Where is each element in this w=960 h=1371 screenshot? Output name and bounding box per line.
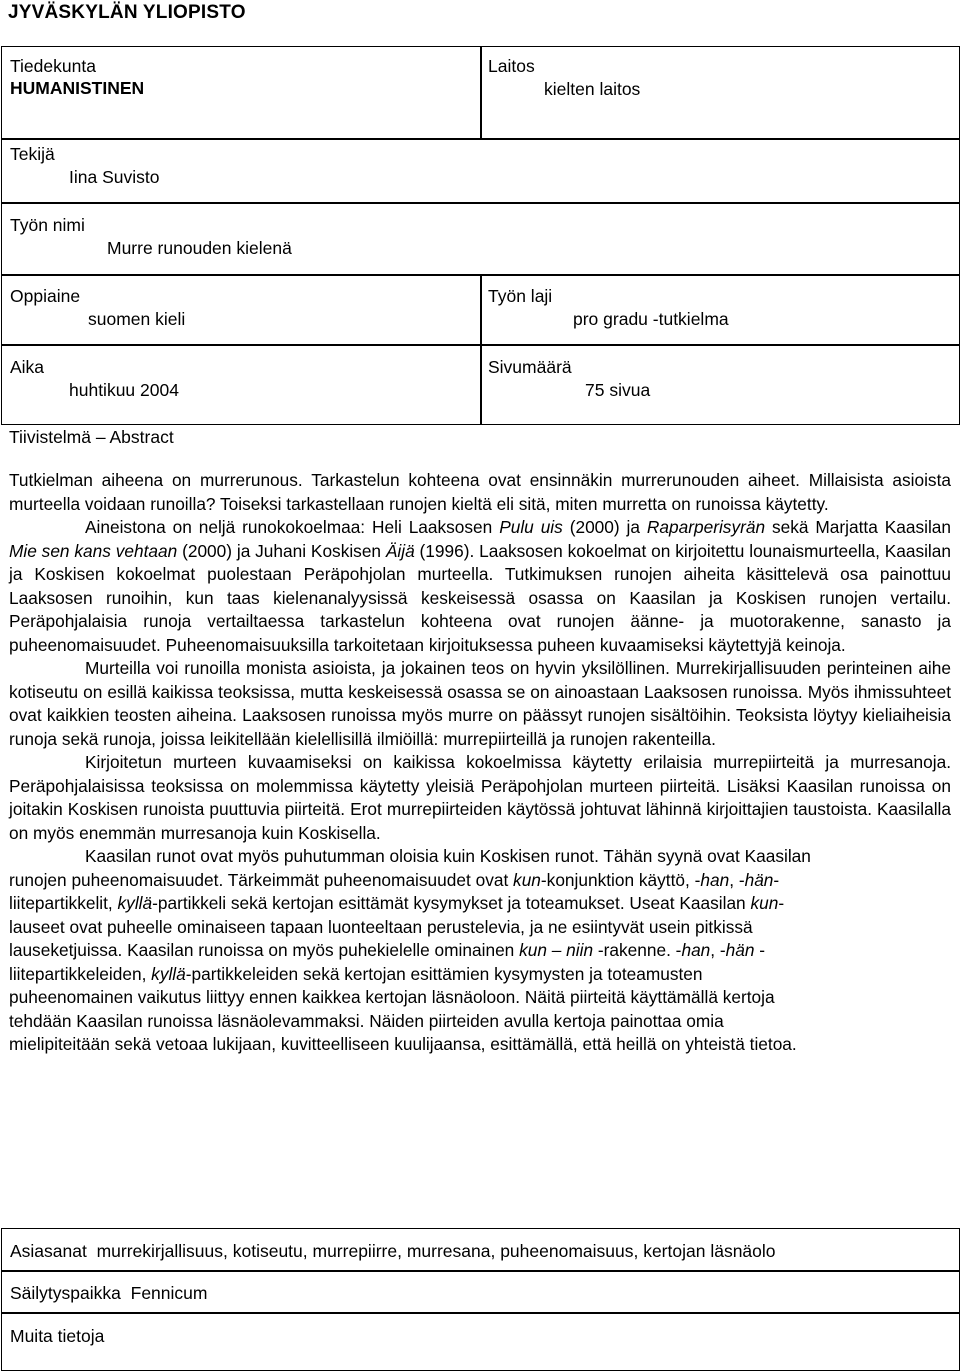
- p5-line-9: mielipiteitään sekä vetoaa lukijaan, kuvitteelliseen kuulijaansa, esittämällä, että heillä on yhteistä tietoa.: [9, 1034, 797, 1054]
- storage-label: Säilytyspaikka: [10, 1283, 121, 1303]
- faculty-cell: [1, 46, 482, 140]
- abstract-paragraph-1: Tutkielman aiheena on murrerunous. Tarkastelun kohteena ovat ensinnäkin murrerunouden aiheet. Millaisista asioista murteella voidaan runoilla? Toiseksi tarkastellaan runojen kieltä eli sitä, miten murretta on runoissa käytetty.: [9, 470, 951, 514]
- other-info-cell: [1, 1312, 960, 1371]
- abstract-paragraph-5: [9, 845, 951, 1057]
- date-label: Aika: [10, 357, 45, 377]
- p5-line-7: puheenomainen vaikutus liittyy ennen kaikkea kertojan läsnäoloon. Näitä piirteitä käyttämällä kertoja: [9, 987, 775, 1007]
- storage-value: Fennicum: [130, 1283, 208, 1303]
- pages-label: Sivumäärä: [488, 357, 572, 377]
- p5-line-2: runojen puheenomaisuudet. Tärkeimmät puheenomaisuudet ovat kun-konjunktion käyttö, -han, -hän-: [9, 869, 780, 890]
- p5-line-1: Kaasilan runot ovat myös puhutumman oloisia kuin Koskisen runot. Tähän syynä ovat Kaasilan: [85, 846, 811, 866]
- university-name: JYVÄSKYLÄN YLIOPISTO: [8, 2, 246, 23]
- department-value: kielten laitos: [544, 79, 641, 99]
- other-info-label: Muita tietoja: [10, 1326, 105, 1346]
- date-value: huhtikuu 2004: [69, 380, 179, 400]
- subject-value: suomen kieli: [88, 309, 186, 329]
- faculty-label: Tiedekunta: [10, 56, 96, 76]
- type-value: pro gradu -tutkielma: [573, 309, 729, 329]
- storage-cell: [1, 1270, 960, 1314]
- p5-line-6: liitepartikkeleiden, kyllä-partikkeleiden sekä kertojan esittämien kysymysten ja toteamusten: [9, 963, 703, 984]
- abstract-label: Tiivistelmä – Abstract: [9, 427, 174, 447]
- p5-line-8: tehdään Kaasilan runoissa läsnäolevammaksi. Näiden piirteiden avulla kertoja painottaa omia: [9, 1010, 724, 1031]
- book-title-raparperisyran: Raparperisyrän: [646, 517, 766, 537]
- keywords-row: [10, 1240, 776, 1262]
- subject-label: Oppiaine: [10, 286, 81, 306]
- abstract-paragraph-4: Kirjoitetun murteen kuvaamiseksi on kaikissa kokoelmissa käytetty erilaisia murrepiirteitä ja murresanoja. Peräpohjalaisissa teoksissa on molemmissa käytetty yleisiä Peräpohjolan murteen piirteitä. Lisäksi Kaasilan runoissa on joitakin Koskisen runoista puuttuvia piirteitä. Erot murrepiirteiden käytössä johtuvat lähinnä kirjoittajien taustoista. Kaasilalla on myös enemmän murresanoja kuin Koskisella.: [9, 752, 951, 843]
- type-label: Työn laji: [488, 286, 553, 306]
- abstract-body: [9, 469, 951, 1057]
- faculty-value: HUMANISTINEN: [10, 78, 145, 98]
- title-label: Työn nimi: [10, 215, 85, 235]
- p5-line-5: lauseketjuissa. Kaasilan runoissa on myös puhekielelle ominainen kun – niin -rakenne. -han, -hän -: [9, 940, 766, 960]
- author-value: Iina Suvisto: [69, 167, 160, 187]
- p5-line-4: lauseet ovat puheelle ominaiseen tapaan luonteeltaan perustelevia, ja ne esiintyvät usein pitkissä: [9, 916, 753, 937]
- author-label: Tekijä: [10, 144, 55, 164]
- type-cell: [480, 274, 960, 346]
- p5-line-3: liitepartikkelit, kyllä-partikkeli sekä kertojan esittämät kysymykset ja toteamukset. Useat Kaasilan kun-: [9, 893, 785, 913]
- author-cell: [1, 138, 960, 204]
- abstract-paragraph-2: Aineistona on neljä runokokoelmaa: Heli Laaksosen Pulu uis (2000) ja Raparperisyrän sekä Marjatta Kaasilan Mie sen kans vehtaan (2000) ja Juhani Koskisen Äijä (1996). Laaksosen kokoelmat on kirjoitettu lounaismurteella, Kaasilan ja Koskisen kokoelmat puolestaan Peräpohjolan murteella. Tutkimuksen runojen aiheita käsittelevä osa painottuu Laaksosen runoihin, kun taas kielenanalyysissä keskeisessä osassa on Kaasilan ja Koskisen runojen vertailu. Peräpohjalaisia runoja vertailtaessa tarkastelun kohteena ovat runojen äänne- ja muotorakenne, sanasto ja puheenomaisuudet. Puheenomaisuuksilla tarkoitetaan kirjoituksessa puheen kuvaamiseksi käytettyjä keinoja.: [9, 517, 952, 655]
- pages-cell: [480, 344, 960, 425]
- storage-row: [10, 1282, 207, 1304]
- date-cell: [1, 344, 482, 425]
- department-cell: [480, 46, 960, 140]
- pages-value: 75 sivua: [585, 380, 651, 400]
- department-label: Laitos: [488, 56, 535, 76]
- abstract-paragraph-3: Murteilla voi runoilla monista asioista, ja jokainen teos on hyvin yksilöllinen. Murrekirjallisuuden perinteinen aihe kotiseutu on esillä kaikissa teoksissa, mutta keskeisessä osassa se on ainoastaan Laaksosen runoissa. Myös ihmissuhteet ovat kaikkien teosten aiheina. Laaksosen runoissa myös murre on päässyt runojen sisältöihin. Teoksista löytyy kieliaiheisia runoja sekä runoja, joissa leikitellään kielellisillä ilmiöillä: murrepiirteillä ja runojen rakenteilla.: [9, 658, 951, 749]
- subject-cell: [1, 274, 482, 346]
- keywords-cell: [1, 1228, 960, 1272]
- book-title-pulu-uis: Pulu uis: [499, 517, 563, 537]
- title-cell: [1, 202, 960, 276]
- keywords-value: murrekirjallisuus, kotiseutu, murrepiirre, murresana, puheenomaisuus, kertojan läsnäolo: [96, 1241, 776, 1261]
- book-title-aija: Äijä: [385, 540, 415, 561]
- keywords-label: Asiasanat: [10, 1241, 87, 1261]
- title-value: Murre runouden kielenä: [107, 238, 292, 258]
- book-title-mie-sen-kans-vehtaan: Mie sen kans vehtaan: [9, 540, 178, 561]
